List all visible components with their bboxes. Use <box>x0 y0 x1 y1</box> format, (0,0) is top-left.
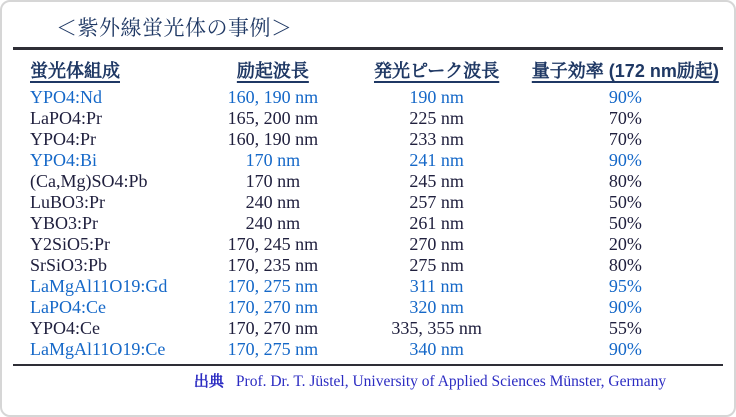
cell-excitation: 170, 245 nm <box>227 234 319 254</box>
cell-qe: 50% <box>608 213 642 233</box>
cell-emission: 320 nm <box>409 297 464 317</box>
column-header-excitation: 励起波長 <box>236 61 309 81</box>
cell-composition: YPO4:Nd <box>30 87 103 107</box>
table-row <box>13 108 725 129</box>
phosphor-table <box>13 55 725 360</box>
cell-qe: 50% <box>608 192 642 212</box>
cell-excitation: 240 nm <box>245 192 301 212</box>
cell-qe: 20% <box>608 234 642 254</box>
cell-excitation: 170, 270 nm <box>227 318 319 338</box>
table-row <box>13 234 725 255</box>
page-title: ＜紫外線蛍光体の事例＞ <box>56 17 293 40</box>
cell-excitation: 170 nm <box>245 150 301 170</box>
cell-composition: YBO3:Pr <box>30 213 99 233</box>
column-header-emission: 発光ピーク波長 <box>373 61 500 81</box>
table-row <box>13 150 725 171</box>
table-row <box>13 129 725 150</box>
cell-emission: 233 nm <box>409 129 464 149</box>
cell-emission: 241 nm <box>409 150 464 170</box>
table-row <box>13 339 725 360</box>
cell-qe: 55% <box>608 318 642 338</box>
table-row <box>13 255 725 276</box>
cell-emission: 245 nm <box>409 171 464 191</box>
cell-emission: 225 nm <box>409 108 464 128</box>
title-divider <box>13 47 723 50</box>
cell-composition: LaPO4:Ce <box>30 297 106 317</box>
cell-excitation: 170, 275 nm <box>227 276 319 296</box>
source-label: 出典 <box>193 373 224 390</box>
cell-composition: SrSiO3:Pb <box>30 255 108 275</box>
source-text: Prof. Dr. T. Jüstel, University of Applied Sciences Münster, Germany <box>235 373 667 390</box>
cell-excitation: 170, 275 nm <box>227 339 319 359</box>
cell-composition: (Ca,Mg)SO4:Pb <box>30 171 148 191</box>
cell-emission: 340 nm <box>409 339 464 359</box>
cell-emission: 311 nm <box>409 276 464 296</box>
cell-emission: 257 nm <box>409 192 464 212</box>
cell-qe: 80% <box>608 255 642 275</box>
table-row <box>13 171 725 192</box>
cell-composition: YPO4:Bi <box>30 150 98 170</box>
cell-qe: 90% <box>608 150 642 170</box>
cell-excitation: 165, 200 nm <box>227 108 319 128</box>
cell-composition: LaMgAl11O19:Gd <box>30 276 168 296</box>
cell-qe: 90% <box>608 297 642 317</box>
cell-qe: 80% <box>608 171 642 191</box>
cell-qe: 70% <box>608 129 642 149</box>
cell-excitation: 170, 235 nm <box>227 255 319 275</box>
cell-excitation: 170 nm <box>245 171 301 191</box>
table-row <box>13 276 725 297</box>
cell-emission: 275 nm <box>409 255 464 275</box>
cell-emission: 261 nm <box>409 213 464 233</box>
cell-excitation: 160, 190 nm <box>227 87 319 107</box>
cell-excitation: 240 nm <box>245 213 301 233</box>
cell-composition: LuBO3:Pr <box>30 192 106 212</box>
cell-qe: 90% <box>608 339 642 359</box>
table-row <box>13 87 725 108</box>
cell-excitation: 160, 190 nm <box>227 129 319 149</box>
cell-qe: 95% <box>608 276 642 296</box>
cell-composition: LaPO4:Pr <box>30 108 102 128</box>
cell-qe: 90% <box>608 87 642 107</box>
cell-composition: LaMgAl11O19:Ce <box>30 339 166 359</box>
cell-excitation: 170, 270 nm <box>227 297 319 317</box>
table-row <box>13 213 725 234</box>
cell-composition: YPO4:Ce <box>30 318 101 338</box>
cell-emission: 335, 355 nm <box>391 318 482 338</box>
cell-emission: 270 nm <box>409 234 464 254</box>
table-row <box>13 192 725 213</box>
citation <box>2 372 734 392</box>
cell-emission: 190 nm <box>409 87 464 107</box>
table-row <box>13 297 725 318</box>
table-header-row <box>13 55 725 87</box>
cell-qe: 70% <box>608 108 642 128</box>
footer-divider <box>13 364 723 366</box>
cell-composition: YPO4:Pr <box>30 129 97 149</box>
column-header-composition: 蛍光体組成 <box>30 61 120 81</box>
column-header-quantum-efficiency: 量子効率 (172 nm励起) <box>531 61 719 81</box>
table-row <box>13 318 725 339</box>
cell-composition: Y2SiO5:Pr <box>30 234 111 254</box>
